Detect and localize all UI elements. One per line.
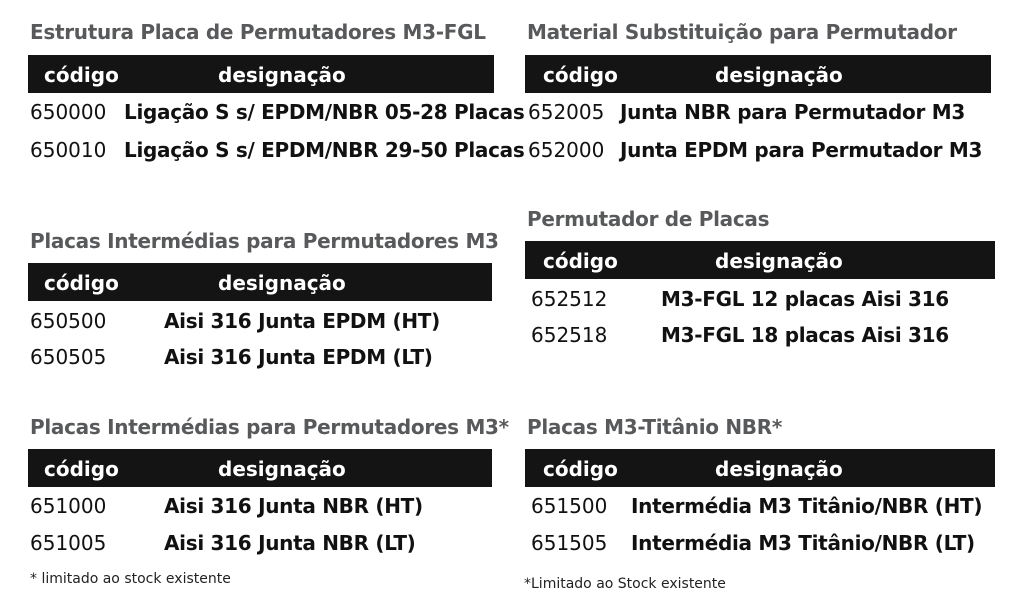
row-code: 651000: [30, 494, 107, 518]
section-title-placas-intermedias-star: Placas Intermédias para Permutadores M3*: [30, 415, 509, 439]
row-designation: Intermédia M3 Titânio/NBR (LT): [631, 531, 975, 555]
column-header-designation: designação: [715, 457, 843, 481]
row-code: 652000: [528, 138, 605, 162]
column-header-code: código: [543, 249, 618, 273]
row-designation: M3-FGL 18 placas Aisi 316: [661, 323, 949, 347]
table-header-estrutura: [28, 55, 494, 93]
row-code: 650000: [30, 100, 107, 124]
section-title-estrutura: Estrutura Placa de Permutadores M3-FGL: [30, 20, 486, 44]
section-title-permutador-placas: Permutador de Placas: [527, 207, 770, 231]
table-header-permutador-placas: [525, 241, 995, 279]
section-title-placas-titanio: Placas M3-Titânio NBR*: [527, 415, 783, 439]
column-header-code: código: [543, 457, 618, 481]
column-header-code: código: [44, 271, 119, 295]
table-header-placas-titanio: [525, 449, 995, 487]
row-code: 650505: [30, 345, 107, 369]
column-header-designation: designação: [715, 63, 843, 87]
row-code: 652005: [528, 100, 605, 124]
table-header-placas-intermedias-star: [28, 449, 492, 487]
row-designation: Ligação S s/ EPDM/NBR 05-28 Placas: [124, 100, 525, 124]
column-header-designation: designação: [218, 63, 346, 87]
row-designation: Junta NBR para Permutador M3: [620, 100, 965, 124]
table-header-material-substituicao: [525, 55, 991, 93]
column-header-designation: designação: [218, 457, 346, 481]
row-code: 651505: [531, 531, 608, 555]
section-title-placas-intermedias: Placas Intermédias para Permutadores M3: [30, 229, 499, 253]
row-code: 650010: [30, 138, 107, 162]
section-title-material-substituicao: Material Substituição para Permutador: [527, 20, 957, 44]
row-designation: Intermédia M3 Titânio/NBR (HT): [631, 494, 983, 518]
column-header-code: código: [44, 63, 119, 87]
table-header-placas-intermedias: [28, 263, 492, 301]
row-designation: M3-FGL 12 placas Aisi 316: [661, 287, 949, 311]
row-designation: Aisi 316 Junta NBR (LT): [164, 531, 416, 555]
column-header-designation: designação: [218, 271, 346, 295]
stock-note: *Limitado ao Stock existente: [524, 576, 726, 592]
column-header-code: código: [543, 63, 618, 87]
row-designation: Aisi 316 Junta EPDM (LT): [164, 345, 433, 369]
column-header-code: código: [44, 457, 119, 481]
row-code: 651005: [30, 531, 107, 555]
row-code: 651500: [531, 494, 608, 518]
row-designation: Aisi 316 Junta EPDM (HT): [164, 309, 440, 333]
row-code: 652512: [531, 287, 608, 311]
row-designation: Junta EPDM para Permutador M3: [620, 138, 983, 162]
row-designation: Aisi 316 Junta NBR (HT): [164, 494, 423, 518]
row-code: 650500: [30, 309, 107, 333]
stock-note: * limitado ao stock existente: [30, 571, 231, 587]
row-designation: Ligação S s/ EPDM/NBR 29-50 Placas: [124, 138, 525, 162]
column-header-designation: designação: [715, 249, 843, 273]
row-code: 652518: [531, 323, 608, 347]
